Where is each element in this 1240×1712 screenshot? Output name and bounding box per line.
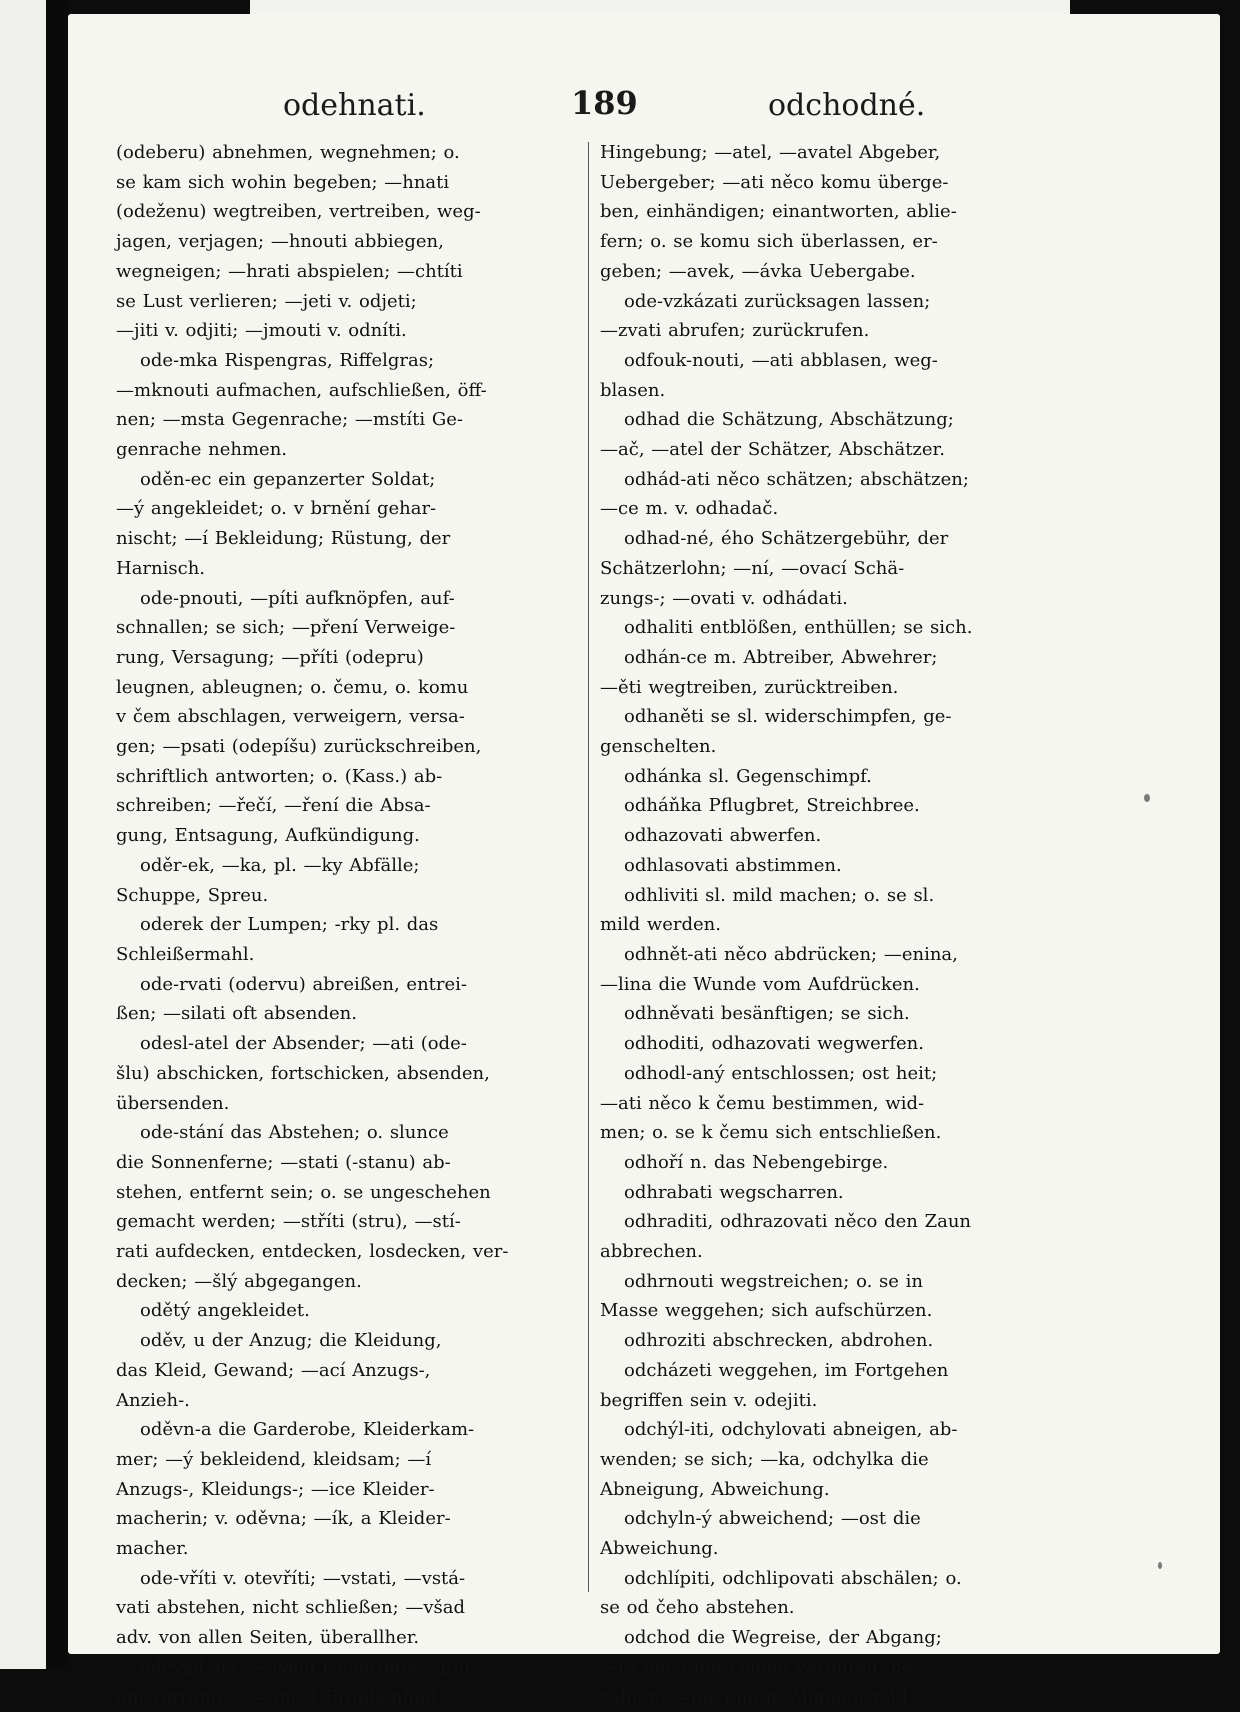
dictionary-entry: odhodl-aný entschlossen; ost heit; —ati něco k čemu bestimmen, wid- men; o. se k čemu sich entschließen.	[600, 1062, 942, 1144]
right-column	[600, 138, 1070, 1712]
ink-speck	[1158, 1562, 1162, 1569]
dictionary-entry: odhraditi, odhrazovati něco den Zaun abbrechen.	[600, 1211, 972, 1263]
left-column	[116, 138, 586, 1712]
left-guide-word: odehnati.	[283, 88, 426, 123]
dictionary-entry: oděvn-a die Garderobe, Kleiderkam- mer; —ý bekleidend, kleidsam; —í Anzugs-, Kleidungs-; —ice Kleider- macherin; v. oděvna; —ík, a Kleider- macher.	[116, 1419, 475, 1560]
dictionary-entry: ode-vříti v. otevříti; —vstati, —vstá- vati abstehen, nicht schließen; —všad adv. von allen Seiten, überallher.	[116, 1567, 466, 1649]
dictionary-entry: odhroziti abschrecken, abdrohen.	[624, 1330, 934, 1352]
dictionary-entry: odháňka Pflugbret, Streichbree.	[624, 795, 920, 817]
dictionary-entry: odhánka sl. Gegenschimpf.	[624, 765, 872, 787]
page-header	[68, 80, 1220, 130]
dictionary-entry: odhrabati wegscharren.	[624, 1181, 844, 1203]
top-scan-band	[250, 0, 1070, 14]
dictionary-entry: odhoditi, odhazovati wegwerfen.	[624, 1033, 924, 1055]
dictionary-entry: oděv, u der Anzug; die Kleidung, das Kleid, Gewand; —ací Anzugs-, Anzieh-.	[116, 1330, 442, 1411]
ink-speck	[1144, 794, 1150, 802]
dictionary-entry: odhněvati besänftigen; se sich.	[624, 1003, 910, 1025]
dictionary-entry: odesl-atel der Absender; —ati (ode- šlu) abschicken, fortschicken, absenden, übersenden.	[116, 1033, 490, 1114]
facing-page-edge	[0, 0, 46, 1669]
column-divider	[588, 142, 589, 1592]
dictionary-entry: ode-stání das Abstehen; o. slunce die Sonnenferne; —stati (-stanu) ab- stehen, entfernt sein; o. se ungeschehen gemacht werden; —stříti (stru), —stí- rati aufdecken, entdecken, losdecken, ver- decken; —šlý abgegangen.	[116, 1122, 509, 1292]
dictionary-entry: ode-rvati (odervu) abreißen, entrei- ßen; —silati oft absenden.	[116, 973, 468, 1025]
dictionary-entry: odhaliti entblößen, enthüllen; se sich.	[624, 617, 973, 639]
page-number: 189	[571, 84, 638, 122]
dictionary-entry: odevzd-ací, —avací Uebergabs-, Ein- antwortungs-; —anost Ergebenheit,	[116, 1656, 477, 1708]
dictionary-entry-continuation: (odeberu) abnehmen, wegnehmen; o. se kam sich wohin begeben; —hnati (odeženu) wegtreiben, vertreiben, weg- jagen, verjagen; —hnouti abbiegen, wegneigen; —hrati abspielen; —chtíti se Lust verlieren; —jeti v. odjeti; —jiti v. odjiti; —jmouti v. odníti.	[116, 142, 481, 342]
dictionary-entry: odchod die Wegreise, der Abgang; —iti něco mit Gehen vergüten, be- zahlen; —né, ého n. Abgangsgeld,	[600, 1627, 942, 1708]
dictionary-entry: odhád-ati něco schätzen; abschätzen; —ce m. v. odhadač.	[600, 468, 969, 520]
dictionary-entry: odhrnouti wegstreichen; o. se in Masse weggehen; sich aufschürzen.	[600, 1270, 933, 1322]
dictionary-entry: odhlasovati abstimmen.	[624, 854, 842, 876]
dictionary-entry: odchýl-iti, odchylovati abneigen, ab- wenden; se sich; —ka, odchylka die Abneigung, Abweichung.	[600, 1419, 958, 1500]
dictionary-entry: ode-pnouti, —píti aufknöpfen, auf- schnallen; se sich; —pření Verweige- rung, Versagung; —příti (odepru) leugnen, ableugnen; o. čemu, o. komu v čem abschlagen, verweigern, versa- gen; —psati (odepíšu) zurückschreiben, schriftlich antworten; o. (Kass.) ab- schreiben; —řečí, —ření die Absa- gung, Entsagung, Aufkündigung.	[116, 587, 482, 847]
dictionary-entry-continuation: Hingebung; —atel, —avatel Abgeber, Uebergeber; —ati něco komu überge- ben, einhändigen; einantworten, ablie- fern; o. se komu sich überlassen, er- geben; —avek, —ávka Uebergabe.	[600, 142, 957, 282]
binding-gutter	[46, 0, 68, 1669]
dictionary-entry: oděn-ec ein gepanzerter Soldat; —ý angekleidet; o. v brnění gehar- nischt; —í Bekleidung; Rüstung, der Harnisch.	[116, 468, 451, 579]
dictionary-entry: odhán-ce m. Abtreiber, Abwehrer; —ěti wegtreiben, zurücktreiben.	[600, 646, 938, 698]
dictionary-entry: odhazovati abwerfen.	[624, 825, 822, 847]
dictionary-entry: odcházeti weggehen, im Fortgehen begriffen sein v. odejiti.	[600, 1359, 949, 1411]
right-guide-word: odchodné.	[768, 88, 926, 123]
dictionary-entry: odětý angekleidet.	[140, 1300, 310, 1322]
dictionary-entry: odhnět-ati něco abdrücken; —enina, —lina die Wunde vom Aufdrücken.	[600, 943, 958, 995]
dictionary-entry: odhliviti sl. mild machen; o. se sl. mild werden.	[600, 884, 935, 936]
dictionary-entry: odfouk-nouti, —ati abblasen, weg- blasen.	[600, 349, 938, 401]
dictionary-entry: odhaněti se sl. widerschimpfen, ge- genschelten.	[600, 706, 952, 758]
dictionary-entry: odhad-né, ého Schätzergebühr, der Schätzerlohn; —ní, —ovací Schä- zungs-; —ovati v. odhádati.	[600, 528, 949, 609]
dictionary-entry: odhad die Schätzung, Abschätzung; —ač, —atel der Schätzer, Abschätzer.	[600, 409, 954, 461]
dictionary-entry: oderek der Lumpen; -rky pl. das Schleißermahl.	[116, 914, 439, 965]
dictionary-page	[68, 14, 1220, 1708]
dictionary-entry: odchyln-ý abweichend; —ost die Abweichung.	[600, 1508, 921, 1560]
dictionary-entry: ode-mka Rispengras, Riffelgras; —mknouti aufmachen, aufschließen, öff- nen; —msta Gegenrache; —mstíti Ge- genrache nehmen.	[116, 349, 487, 461]
dictionary-entry: ode-vzkázati zurücksagen lassen; —zvati abrufen; zurückrufen.	[600, 290, 931, 342]
dictionary-entry: odhoří n. das Nebengebirge.	[624, 1151, 889, 1173]
dictionary-entry: oděr-ek, —ka, pl. —ky Abfälle; Schuppe, Spreu.	[116, 854, 420, 906]
dictionary-entry: odchlípiti, odchlipovati abschälen; o. se od čeho abstehen.	[600, 1567, 962, 1619]
